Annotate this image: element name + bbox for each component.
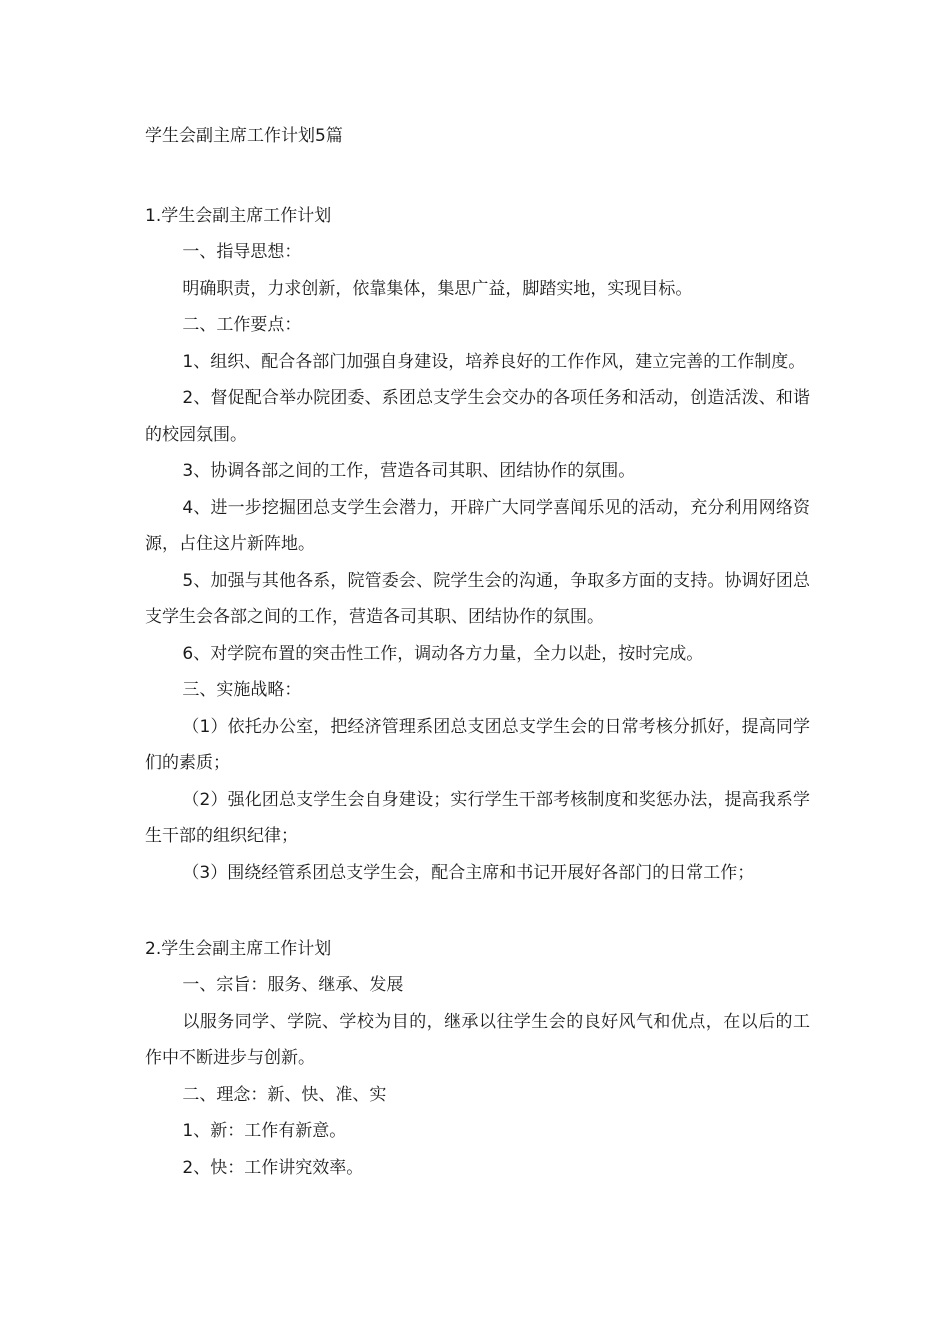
document-title: 学生会副主席工作计划5篇 xyxy=(145,126,343,146)
section-2 xyxy=(145,931,810,1186)
paragraph: 一、指导思想： xyxy=(182,242,302,262)
paragraph: 二、理念：新、快、准、实 xyxy=(182,1084,387,1105)
paragraph: （1）依托办公室，把经济管理系团总支团总支学生会的日常考核分抓好，提高同学们的素质； xyxy=(145,716,810,773)
paragraph: 明确职责，力求创新，依靠集体，集思广益，脚踏实地，实现目标。 xyxy=(182,278,693,299)
paragraph: 2、督促配合举办院团委、系团总支学生会交办的各项任务和活动，创造活泼、和谐的校园氛围。 xyxy=(145,388,810,445)
paragraph: 三、实施战略： xyxy=(182,680,302,700)
paragraph: 1、新：工作有新意。 xyxy=(182,1121,347,1141)
paragraph: （3）围绕经管系团总支学生会，配合主席和书记开展好各部门的日常工作； xyxy=(182,862,755,883)
paragraph: 2、快：工作讲究效率。 xyxy=(182,1157,364,1178)
paragraph: 以服务同学、学院、学校为目的，继承以往学生会的良好风气和优点，在以后的工作中不断进步与创新。 xyxy=(145,1011,810,1068)
paragraph: 3、协调各部之间的工作，营造各司其职、团结协作的氛围。 xyxy=(182,461,636,481)
paragraph: 6、对学院布置的突击性工作，调动各方力量，全力以赴，按时完成。 xyxy=(182,643,704,664)
paragraph: 一、宗旨：服务、继承、发展 xyxy=(182,975,404,995)
section-title: 2.学生会副主席工作计划 xyxy=(145,939,332,959)
paragraph: 二、工作要点： xyxy=(182,315,302,335)
section-title: 1.学生会副主席工作计划 xyxy=(145,206,332,226)
document-body xyxy=(145,118,810,1186)
paragraph: （2）强化团总支学生会自身建设；实行学生干部考核制度和奖惩办法，提高我系学生干部的组织纪律； xyxy=(145,789,810,846)
paragraph: 5、加强与其他各系，院管委会、院学生会的沟通，争取多方面的支持。协调好团总支学生会各部之间的工作，营造各司其职、团结协作的氛围。 xyxy=(145,570,810,627)
paragraph: 4、进一步挖掘团总支学生会潜力，开辟广大同学喜闻乐见的活动，充分利用网络资源，占住这片新阵地。 xyxy=(145,497,810,554)
paragraph: 1、组织、配合各部门加强自身建设，培养良好的工作作风，建立完善的工作制度。 xyxy=(182,351,806,372)
section-1 xyxy=(145,198,810,891)
